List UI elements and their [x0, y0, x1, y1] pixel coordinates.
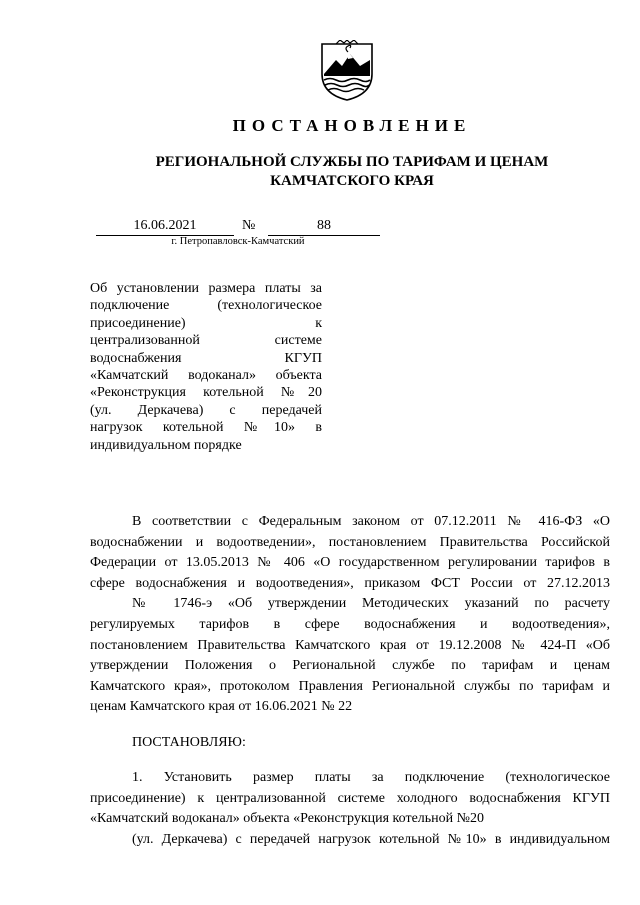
subject-line: присоединение) к	[90, 315, 322, 331]
number-sign: №	[242, 218, 256, 233]
document-number: 88	[268, 218, 380, 236]
preamble-line: сфере водоснабжения и водоотведения», приказом ФСТ России от 27.12.2013	[90, 575, 610, 591]
preamble-line: № 1746-э «Об утверждении Методических указаний по расчету	[132, 596, 610, 612]
subject-line: «Реконструкция котельной №20	[90, 385, 322, 401]
item-line: 1. Установить размер платы за подключение (технологическое	[132, 770, 610, 785]
preamble-line: регулируемых тарифов в сфере водоснабжения и водоотведения»,	[90, 616, 610, 632]
preamble-paragraph	[90, 512, 610, 718]
preamble-line: Камчатского края», протоколом Правления Региональной службы по тарифам и	[90, 678, 610, 694]
agency-line-2: КАМЧАТСКОГО КРАЯ	[270, 173, 434, 189]
preamble-line: В соответствии с Федеральным законом от 07.12.2011 № 416-ФЗ «О	[132, 514, 610, 529]
preamble-line: ценам Камчатского края от 16.06.2021 № 22	[90, 699, 353, 715]
kamchatka-coat-of-arms-icon	[318, 40, 376, 102]
preamble-line: постановлением Правительства Камчатского края от 19.12.2008 № 424-П «Об	[90, 637, 610, 653]
subject-line: подключение (технологическое	[90, 298, 322, 314]
subject-line: нагрузок котельной №10» в	[90, 420, 322, 436]
item-line: «Камчатский водоканал» объекта «Реконструкция котельной №20	[90, 811, 485, 827]
agency-line-1: РЕГИОНАЛЬНОЙ СЛУЖБЫ ПО ТАРИФАМ И ЦЕНАМ	[155, 154, 549, 170]
document-title: ПОСТАНОВЛЕНИЕ	[232, 116, 472, 135]
resolve-heading: ПОСТАНОВЛЯЮ:	[132, 735, 246, 750]
subject-line: централизованной системе	[90, 333, 322, 349]
item-line: присоединение) к централизованной системе холодного водоснабжения КГУП	[90, 790, 610, 806]
preamble-line: водоснабжении и водоотведении», постановлением Правительства Российской	[90, 534, 610, 550]
subject-line: «Камчатский водоканал» объекта	[90, 367, 322, 383]
preamble-line: утверждении Положения о Региональной службе по тарифам и ценам	[90, 658, 610, 674]
subject-line: Об установлении размера платы за	[90, 281, 322, 296]
document-city: г. Петропавловск-Камчатский	[171, 236, 305, 247]
resolution-item-1	[90, 768, 610, 850]
item-line: (ул. Деркачева) с передачей нагрузок котельной №10» в индивидуальном	[132, 831, 610, 847]
subject-line: индивидуальном порядке	[90, 437, 242, 453]
subject-line: (ул. Деркачева) с передачей	[90, 402, 322, 418]
subject-line: водоснабжения КГУП	[90, 350, 322, 366]
document-subject	[90, 280, 322, 454]
document-date: 16.06.2021	[96, 218, 234, 236]
issuing-agency	[0, 153, 640, 191]
preamble-line: Федерации от 13.05.2013 № 406 «О государственном регулировании тарифов в	[90, 555, 610, 571]
